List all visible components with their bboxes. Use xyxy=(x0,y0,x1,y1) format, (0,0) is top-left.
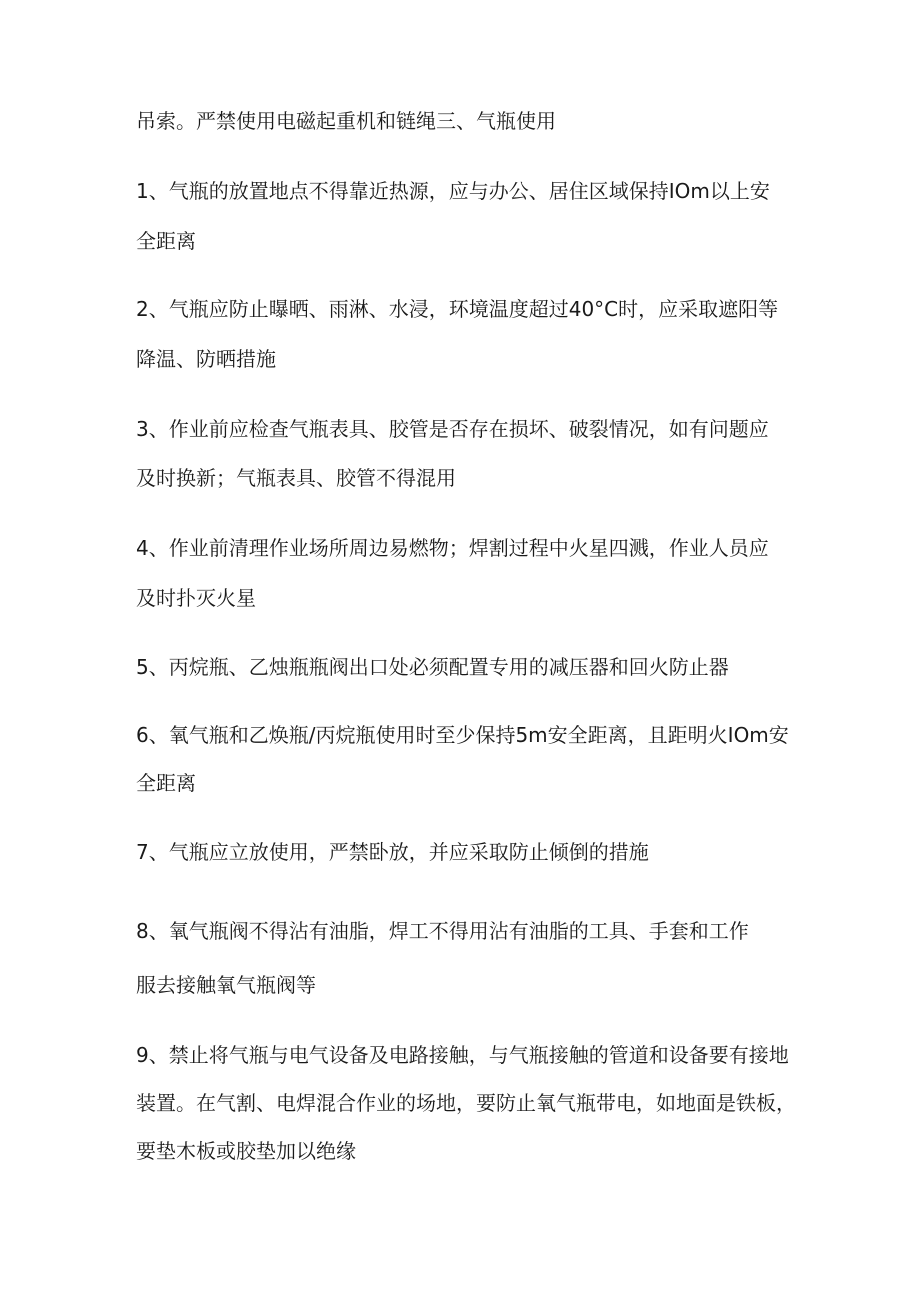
item-4-line-2: 及时扑灭火星 xyxy=(136,586,256,610)
item-8-line-1: 8、氧气瓶阀不得沾有油脂，焊工不得用沾有油脂的工具、手套和工作 xyxy=(136,919,749,943)
item-1-line-1: 1、气瓶的放置地点不得靠近热源，应与办公、居住区域保持IOm以上安 xyxy=(136,179,770,203)
item-6-line-2: 全距离 xyxy=(136,771,196,795)
intro-line: 吊索。严禁使用电磁起重机和链绳三、气瓶使用 xyxy=(136,109,556,133)
item-8-line-2: 服去接触氧气瓶阀等 xyxy=(136,973,316,997)
item-6-line-1: 6、氧气瓶和乙焕瓶/丙烷瓶使用时至少保持5m安全距离，且距明火IOm安 xyxy=(136,723,789,747)
item-9-line-1: 9、禁止将气瓶与电气设备及电路接触，与气瓶接触的管道和设备要有接地 xyxy=(136,1043,789,1067)
item-9-line-3: 要垫木板或胶垫加以绝缘 xyxy=(136,1139,356,1163)
item-3-line-2: 及时换新；气瓶表具、胶管不得混用 xyxy=(136,466,456,490)
item-5-line-1: 5、丙烷瓶、乙烛瓶瓶阀出口处必须配置专用的减压器和回火防止器 xyxy=(136,655,729,679)
item-9-line-2: 装置。在气割、电焊混合作业的场地，要防止氧气瓶带电，如地面是铁板， xyxy=(136,1091,796,1115)
item-4-line-1: 4、作业前清理作业场所周边易燃物；焊割过程中火星四溅，作业人员应 xyxy=(136,536,769,560)
item-7-line-1: 7、气瓶应立放使用，严禁卧放，并应采取防止倾倒的措施 xyxy=(136,840,649,864)
item-1-line-2: 全距离 xyxy=(136,229,196,253)
item-2-line-1: 2、气瓶应防止曝晒、雨淋、水浸，环境温度超过40°C时，应采取遮阳等 xyxy=(136,297,779,321)
item-3-line-1: 3、作业前应检查气瓶表具、胶管是否存在损坏、破裂情况，如有问题应 xyxy=(136,417,769,441)
item-2-line-2: 降温、防晒措施 xyxy=(136,347,276,371)
